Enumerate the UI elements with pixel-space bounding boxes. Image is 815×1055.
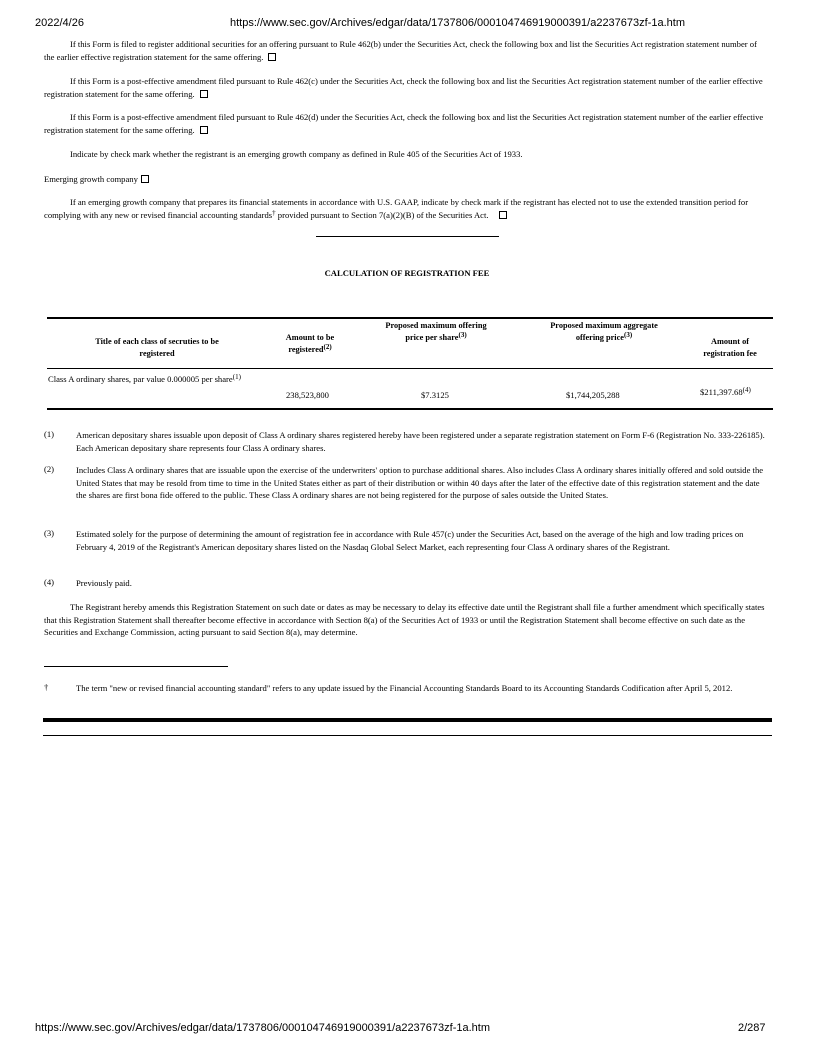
dagger-mark: † xyxy=(272,208,276,217)
row-price: $7.3125 xyxy=(421,390,449,400)
footnote-divider xyxy=(44,666,228,667)
fee-footnote-ref: (4) xyxy=(742,386,751,394)
row-fee-text: $211,397.68 xyxy=(700,387,743,397)
rule-462b-checkbox[interactable] xyxy=(268,53,276,61)
col-header-price-text: Proposed maximum offering price per share xyxy=(385,321,487,342)
rule-462b-text: If this Form is filed to register additional securities for an offering pursuant to Rule 462(b) under the Securities Act, check the following box and list the Securities Act registration statement number of the earlier effective registration statement for the same offering. xyxy=(44,39,757,62)
amendment-paragraph: The Registrant hereby amends this Registration Statement on such date or dates as may be necessary to delay its effective date until the Registrant shall file a further amendment which specifically states that this Registration Statement shall thereafter become effective in accordance with Section 8(a) of the Securities Act of 1933 or until the Registration Statement shall become effective on such date as the Securities and Exchange Commission, acting pursuant to said Section 8(a), may determine. xyxy=(44,602,765,637)
page-end-thin-rule xyxy=(43,735,772,736)
col-header-fee: Amount of registration fee xyxy=(703,337,757,358)
footnote-3-number: (3) xyxy=(44,528,55,538)
security-footnote-ref: (1) xyxy=(232,373,241,381)
table-bottom-rule xyxy=(47,408,773,410)
fee-table-title: CALCULATION OF REGISTRATION FEE xyxy=(324,268,490,278)
dagger-note-mark: † xyxy=(44,682,49,692)
footnote-4-number: (4) xyxy=(44,577,55,587)
print-url: https://www.sec.gov/Archives/edgar/data/1737806/000104746919000391/a2237673zf-1a.htm xyxy=(230,17,685,29)
aggregate-footnote-ref: (3) xyxy=(623,331,633,339)
price-footnote-ref: (3) xyxy=(458,331,467,339)
rule-462d-text: If this Form is a post-effective amendment filed pursuant to Rule 462(d) under the Securities Act, check the following box and list the Securities Act registration statement number of the earlier effective registration statement for the same offering. xyxy=(44,112,764,135)
page-end-thick-rule xyxy=(43,718,772,722)
rule-462d-checkbox[interactable] xyxy=(200,126,208,134)
col-header-aggregate-text: Proposed maximum aggregate offering price xyxy=(550,321,658,342)
gaap-text: If an emerging growth company that prepares its financial statements in accordance with U.S. GAAP, indicate by check mark if the registrant has elected not to use the extended transition period for complying with any new or revised financial accounting standards xyxy=(44,197,749,220)
footnote-4-text: Previously paid. xyxy=(76,578,132,588)
col-header-aggregate xyxy=(540,320,668,344)
row-security xyxy=(48,373,248,385)
gaap-paragraph xyxy=(44,196,769,221)
footnote-1-text: American depositary shares issuable upon deposit of Class A ordinary shares registered hereby have been registered under a separate registration statement on Form F-6 (Registration No. 333-226185). Each American depositary share represents four Class A ordinary shares. xyxy=(76,430,765,453)
row-fee xyxy=(700,386,780,398)
gaap-checkbox[interactable] xyxy=(499,211,507,219)
table-top-rule xyxy=(47,317,773,319)
footnote-2-number: (2) xyxy=(44,464,55,474)
col-header-amount xyxy=(270,332,350,356)
col-header-title: Title of each class of secruties to be registered xyxy=(95,337,219,358)
emerging-growth-indicate: Indicate by check mark whether the registrant is an emerging growth company as defined in Rule 405 of the Securities Act of 1933. xyxy=(70,149,523,159)
emerging-growth-label: Emerging growth company xyxy=(44,174,138,184)
section-divider xyxy=(316,236,499,237)
table-header-rule xyxy=(47,368,773,369)
col-header-amount-text: Amount to be registered xyxy=(285,333,335,354)
rule-462c-checkbox[interactable] xyxy=(200,90,208,98)
emerging-growth-checkbox[interactable] xyxy=(141,175,149,183)
row-aggregate: $1,744,205,288 xyxy=(566,390,620,400)
footnote-1-number: (1) xyxy=(44,429,55,439)
col-header-price xyxy=(384,320,488,344)
rule-462c-text: If this Form is a post-effective amendment filed pursuant to Rule 462(c) under the Securities Act, check the following box and list the Securities Act registration statement number of the earlier effective registration statement for the same offering. xyxy=(44,76,763,99)
amount-footnote-ref: (2) xyxy=(323,343,332,351)
rule-462c-paragraph xyxy=(44,75,769,100)
footnote-3-text: Estimated solely for the purpose of determining the amount of registration fee in accordance with Rule 457(c) under the Securities Act, based on the average of the high and low trading prices on February 4, 2019 of the Registrant's American depositary shares listed on the Nasdaq Global Select Market, each representing four Class A ordinary shares of the Registrant. xyxy=(76,529,744,552)
dagger-note-text: The term "new or revised financial accounting standard" refers to any update issued by the Financial Accounting Standards Board to its Accounting Standards Codification after April 5, 2012. xyxy=(76,683,733,693)
row-amount: 238,523,800 xyxy=(286,390,329,400)
rule-462b-paragraph xyxy=(44,38,769,63)
gaap-text-end: provided pursuant to Section 7(a)(2)(B) of the Securities Act. xyxy=(275,209,489,220)
print-date: 2022/4/26 xyxy=(35,17,84,29)
row-security-text: Class A ordinary shares, par value 0.000005 per share xyxy=(48,374,233,384)
page-number: 2/287 xyxy=(738,1022,766,1034)
footer-url: https://www.sec.gov/Archives/edgar/data/1737806/000104746919000391/a2237673zf-1a.htm xyxy=(35,1022,490,1034)
rule-462d-paragraph xyxy=(44,111,769,136)
emerging-growth-line xyxy=(44,173,344,186)
footnote-2-text: Includes Class A ordinary shares that are issuable upon the exercise of the underwriters' option to purchase additional shares. Also includes Class A ordinary shares initially offered and sold outside the United States that may be resold from time to time in the United States either as part of their distribution or within 40 days after the later of the effective date of this registration statement and the date the shares are first bona fide offered to the public. These Class A ordinary shares are not being registered for the purpose of sales outside the United States. xyxy=(76,465,764,500)
